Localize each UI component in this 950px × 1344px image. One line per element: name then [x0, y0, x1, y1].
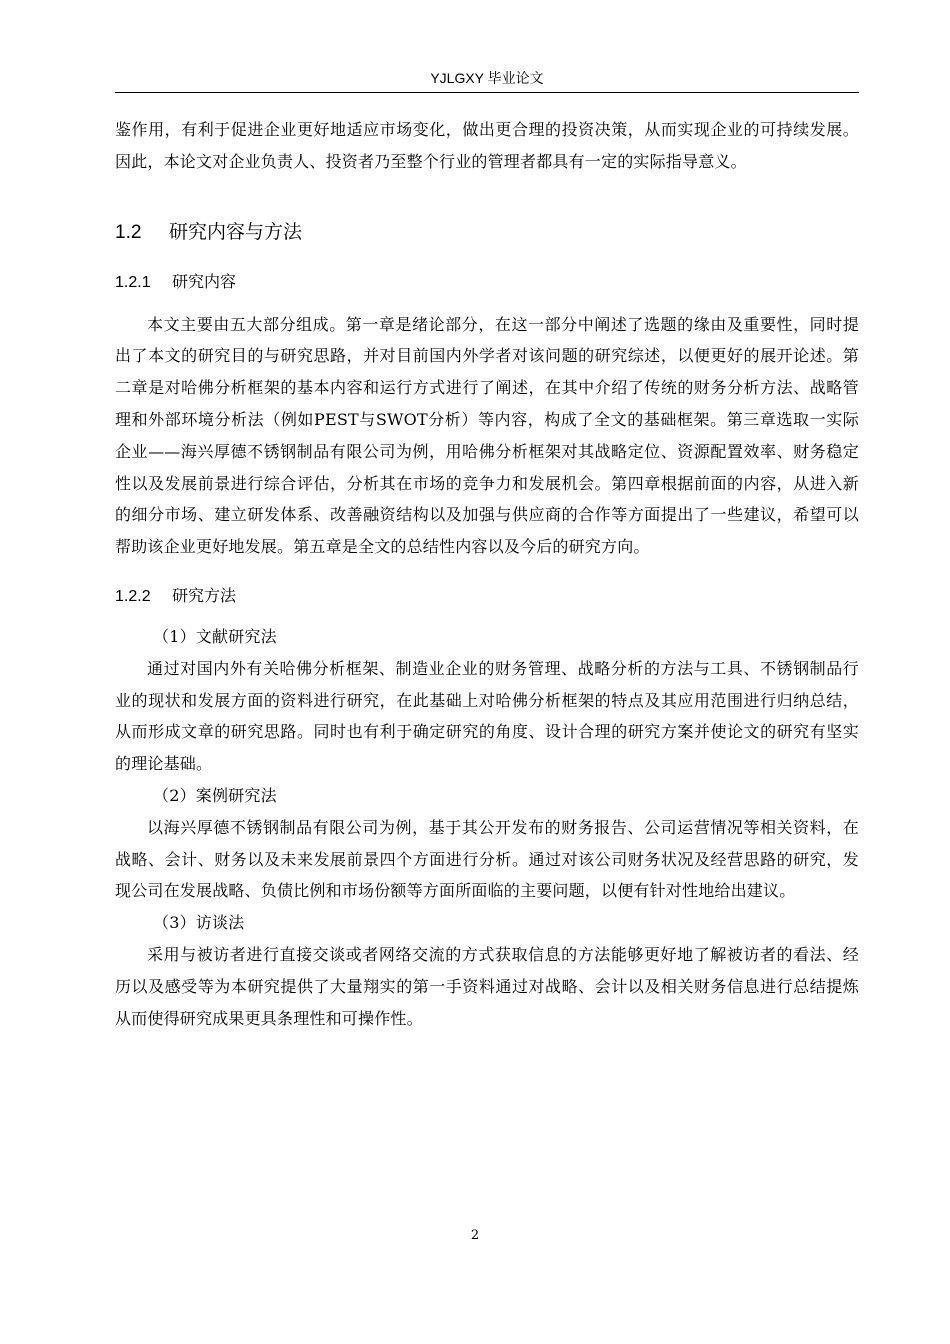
method-paragraph-case-study: 以海兴厚德不锈钢制品有限公司为例，基于其公开发布的财务报告、公司运营情况等相关资料，在战略、会计、财务以及未来发展前景四个方面进行分析。通过对该公司财务状况及经营思路的研究，发现公司在发展战略、负债比例和市场份额等方面所面临的主要问题，以便有针对性地给出建议。 — [115, 817, 859, 901]
subsection-number: 1.2.1 — [115, 273, 151, 291]
page-body — [115, 114, 859, 1034]
subsection-title: 研究方法 — [172, 587, 237, 605]
method-title-case-study: （2）案例研究法 — [153, 785, 277, 805]
research-content-paragraph: 本文主要由五大部分组成。第一章是绪论部分，在这一部分中阐述了选题的缘由及重要性，同时提出了本文的研究目的与研究思路，并对目前国内外学者对该问题的研究综述，以便更好的展开论述。第二章是对哈佛分析框架的基本内容和运行方式进行了阐述，在其中介绍了传统的财务分析方法、战略管理和外部环境分析法（例如PEST与SWOT分析）等内容，构成了全文的基础框架。第三章选取一实际企业——海兴厚德不锈钢制品有限公司为例，用哈佛分析框架对其战略定位、资源配置效率、财务稳定性以及发展前景进行综合评估，分析其在市场的竞争力和发展机会。第四章根据前面的内容，从进入新的细分市场、建立研发体系、改善融资结构以及加强与供应商的合作等方面提出了一些建议，希望可以帮助该企业更好地发展。第五章是全文的总结性内容以及今后的研究方向。 — [115, 314, 859, 557]
subsection-heading-1-2-1 — [115, 269, 859, 297]
method-paragraph-interview: 采用与被访者进行直接交谈或者网络交流的方式获取信息的方法能够更好地了解被访者的看法、经历以及感受等为本研究提供了大量翔实的第一手资料通过对战略、会计以及相关财务信息进行总结提炼从而使得研究成果更具条理性和可操作性。 — [115, 944, 859, 1028]
section-heading — [115, 218, 859, 248]
page-header — [115, 64, 859, 93]
method-title-interview: （3）访谈法 — [153, 913, 245, 933]
subsection-heading-1-2-2 — [115, 583, 859, 611]
section-title: 研究内容与方法 — [169, 221, 303, 243]
method-paragraph-literature: 通过对国内外有关哈佛分析框架、制造业企业的财务管理、战略分析的方法与工具、不锈钢制品行业的现状和发展方面的资料进行研究，在此基础上对哈佛分析框架的特点及其应用范围进行归纳总结，从而形成文章的研究思路。同时也有利于确定研究的角度、设计合理的研究方案并使论文的研究有坚实的理论基础。 — [115, 658, 859, 774]
intro-paragraph: 鉴作用，有利于促进企业更好地适应市场变化，做出更合理的投资决策，从而实现企业的可持续发展。因此，本论文对企业负责人、投资者乃至整个行业的管理者都具有一定的实际指导意义。 — [115, 120, 859, 171]
header-title: YJLGXY 毕业论文 — [430, 70, 544, 86]
page-footer — [0, 1228, 950, 1243]
method-title-literature: （1）文献研究法 — [153, 626, 277, 646]
section-number: 1.2 — [115, 221, 142, 243]
subsection-title: 研究内容 — [172, 273, 237, 291]
page-number: 2 — [470, 1228, 480, 1243]
subsection-number: 1.2.2 — [115, 587, 151, 605]
